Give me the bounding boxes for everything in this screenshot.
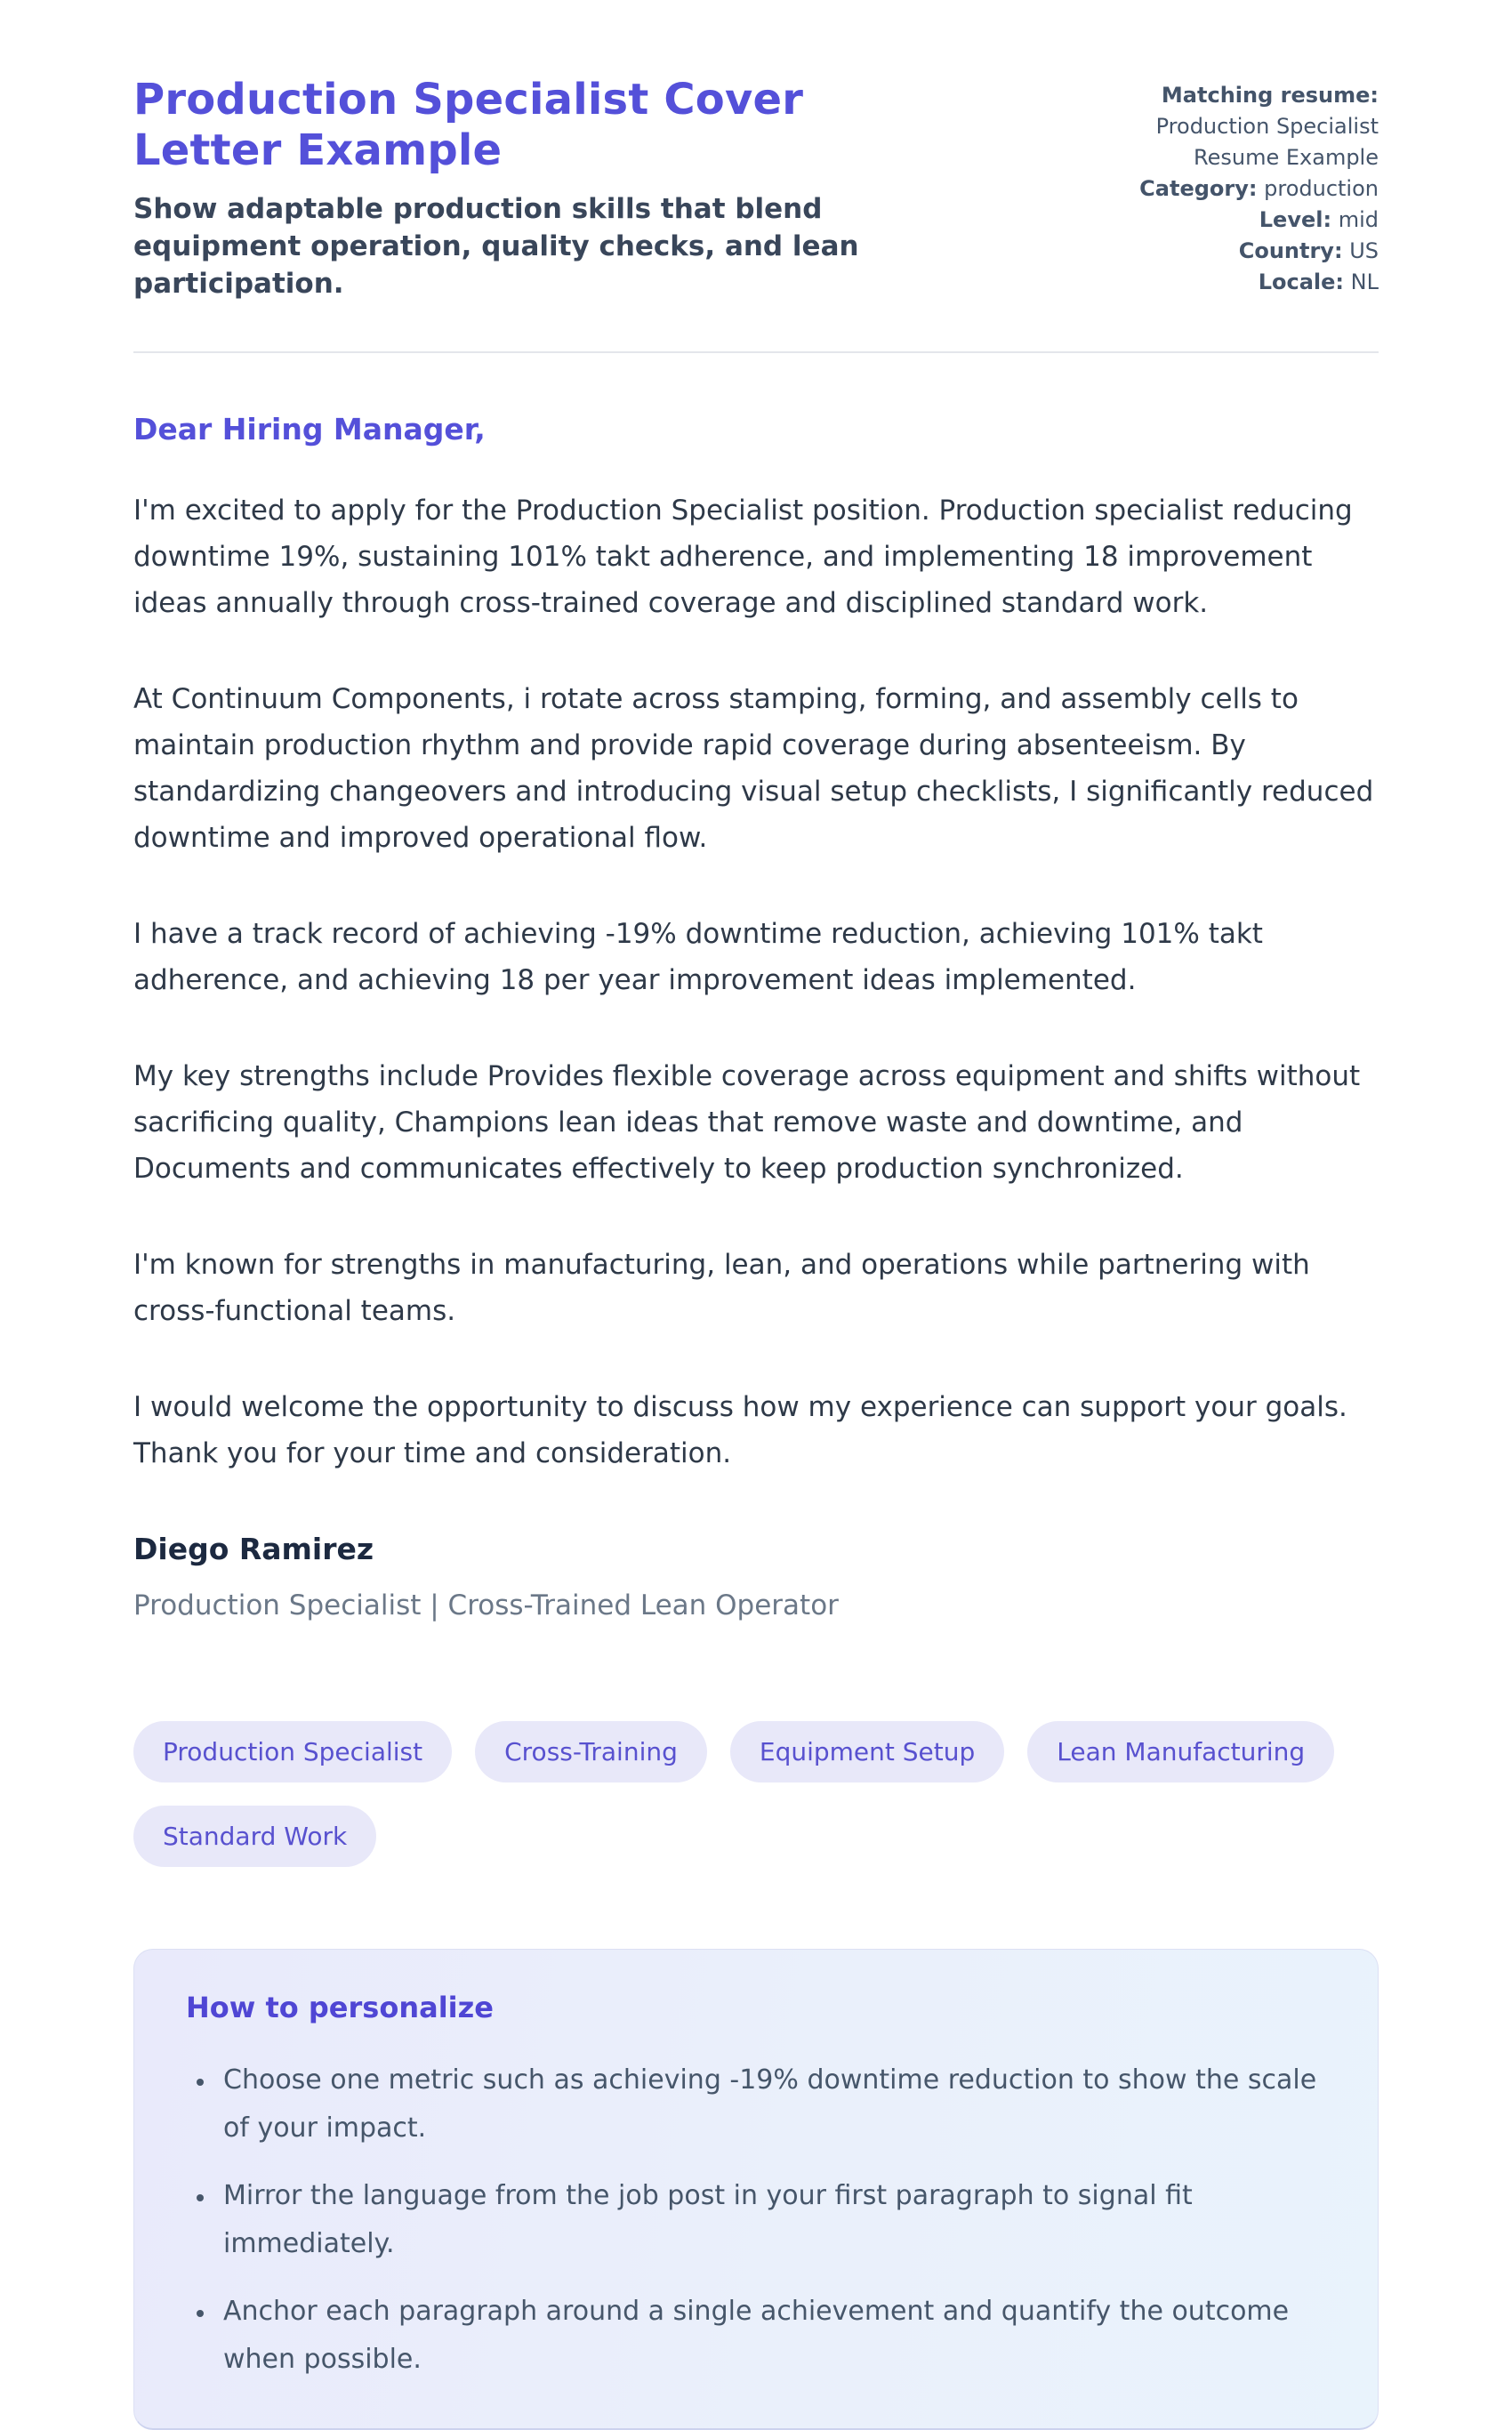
- meta-label: Matching resume:: [1161, 83, 1379, 108]
- header: [133, 75, 1379, 303]
- letter-paragraph: At Continuum Components, i rotate across stamping, forming, and assembly cells to maintain production rhythm and provide rapid coverage during absenteeism. By standardizing changeovers and introducing visual setup checklists, I significantly reduced downtime and improved operational flow.: [133, 682, 1374, 854]
- tag-chip-equipment-setup[interactable]: Equipment Setup: [730, 1721, 1004, 1782]
- tag-chip-standard-work[interactable]: Standard Work: [133, 1806, 376, 1867]
- meta-value: production: [1264, 176, 1379, 201]
- personalize-item: • Choose one metric such as achieving -19% downtime reduction to show the scale of your impact.: [216, 2056, 1328, 2152]
- meta-value: US: [1349, 238, 1379, 263]
- personalize-list: [170, 2056, 1328, 2384]
- personalize-card: [133, 1949, 1379, 2430]
- cover-letter: [133, 353, 1379, 1621]
- letter-greeting: Dear Hiring Manager,: [133, 411, 486, 447]
- meta-label: Category:: [1139, 176, 1258, 201]
- meta-value: Production Specialist Resume Example: [1155, 114, 1379, 170]
- letter-paragraph: I'm excited to apply for the Production Specialist position. Production specialist reducing downtime 19%, sustaining 101% takt adherence, and implementing 18 improvement ideas annually through cross-trained coverage and disciplined standard work.: [133, 494, 1353, 619]
- tags-row: [133, 1721, 1379, 1867]
- signature-name: Diego Ramirez: [133, 1531, 374, 1566]
- meta-row-locale: [1081, 267, 1379, 298]
- signature-title: Production Specialist | Cross-Trained Lean Operator: [133, 1589, 839, 1621]
- page-title: Production Specialist Cover Letter Example: [133, 75, 804, 175]
- meta-row-category: [1081, 173, 1379, 205]
- page-content: [133, 0, 1379, 2430]
- meta-row-level: [1081, 205, 1379, 236]
- meta-label: Country:: [1238, 238, 1343, 263]
- page-subtitle: Show adaptable production skills that blend equipment operation, quality checks, and lean participation.: [133, 193, 859, 300]
- signature-block: [133, 1532, 1379, 1621]
- letter-paragraph: My key strengths include Provides flexible coverage across equipment and shifts without sacrificing quality, Champions lean ideas that remove waste and downtime, and Documents and communicates effectively to keep production synchronized.: [133, 1059, 1361, 1185]
- tag-chip-cross-training[interactable]: Cross-Training: [475, 1721, 707, 1782]
- letter-paragraph: I would welcome the opportunity to discuss how my experience can support your goals. Thank you for your time and consideration.: [133, 1390, 1347, 1469]
- meta-row-country: [1081, 236, 1379, 267]
- personalize-heading: How to personalize: [186, 1990, 494, 2024]
- meta-label: Level:: [1259, 207, 1332, 232]
- personalize-item: • Mirror the language from the job post in your first paragraph to signal fit immediately.: [216, 2172, 1328, 2268]
- letter-paragraph: I have a track record of achieving -19% downtime reduction, achieving 101% takt adherence, and achieving 18 per year improvement ideas implemented.: [133, 917, 1263, 996]
- header-left: [133, 75, 987, 303]
- tag-chip-production-specialist[interactable]: Production Specialist: [133, 1721, 452, 1782]
- meta-value: mid: [1338, 207, 1379, 232]
- meta-row-matching-resume: [1081, 80, 1379, 173]
- letter-paragraph: I'm known for strengths in manufacturing, lean, and operations while partnering with cross-functional teams.: [133, 1248, 1310, 1327]
- personalize-item: • Anchor each paragraph around a single achievement and quantify the outcome when possible.: [216, 2288, 1328, 2384]
- meta-label: Locale:: [1258, 270, 1345, 294]
- meta-panel: [1081, 75, 1379, 298]
- meta-value: NL: [1350, 270, 1379, 294]
- tag-chip-lean-manufacturing[interactable]: Lean Manufacturing: [1027, 1721, 1334, 1782]
